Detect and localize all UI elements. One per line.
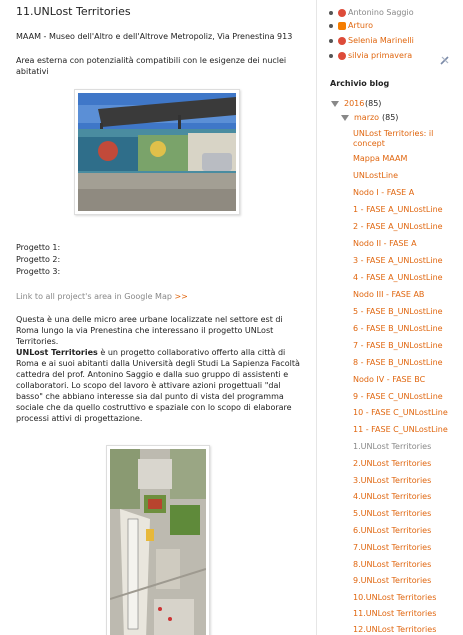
project-name-bold: UNLost Territories bbox=[16, 348, 98, 357]
archive-post-link[interactable]: 10 - FASE C_UNLostLine bbox=[353, 408, 448, 417]
desc2-line-1 bbox=[16, 347, 285, 358]
desc1-line-2: Roma lungo la via Prenestina che interessano il progetto UNLost bbox=[16, 326, 274, 335]
map-link-arrows[interactable]: >> bbox=[174, 292, 188, 301]
archive-post-link[interactable]: 3.UNLost Territories bbox=[353, 476, 432, 485]
archive-post-link[interactable]: Nodo IV - FASE BC bbox=[353, 375, 426, 384]
post-area-line-1: Area esterna con potenzialità compatibili con le esigenze dei nuclei bbox=[16, 56, 287, 65]
archive-post-link[interactable]: UNLost Territories: il bbox=[353, 129, 434, 138]
site-photo[interactable] bbox=[74, 89, 240, 215]
archive-post-link[interactable]: 4 - FASE A_UNLostLine bbox=[353, 273, 443, 282]
archive-post-link[interactable]: Nodo III - FASE AB bbox=[353, 290, 425, 299]
follower-name[interactable]: Antonino Saggio bbox=[348, 8, 414, 17]
archive-post-link[interactable]: 7 - FASE B_UNLostLine bbox=[353, 341, 443, 350]
edit-tools-icon[interactable] bbox=[440, 55, 450, 65]
gplus-icon bbox=[338, 52, 346, 60]
archive-post-link[interactable]: 5 - FASE B_UNLostLine bbox=[353, 307, 443, 316]
desc2-line-4: collaboratori. Lo scopo del lavoro è attivare azioni progettuali "dal bbox=[16, 381, 281, 390]
archive-title: Archivio blog bbox=[330, 79, 390, 88]
triangle-down-icon[interactable] bbox=[341, 115, 349, 121]
aerial-map-image[interactable] bbox=[106, 445, 210, 635]
google-map-link[interactable]: Link to all project's area in Google Map bbox=[16, 292, 172, 301]
desc1-line-1: Questa è una delle micro aree urbane localizzate nel settore est di bbox=[16, 315, 283, 324]
follower-name[interactable]: Selenia Marinelli bbox=[348, 36, 414, 45]
desc2-line-7: processi attivi di progettazione. bbox=[16, 414, 143, 423]
triangle-down-icon[interactable] bbox=[331, 101, 339, 107]
progetto-2-label: Progetto 2: bbox=[16, 255, 61, 264]
desc2-line-6: sociale che da quello costruttivo e spaziale con lo scopo di elaborare bbox=[16, 403, 292, 412]
blogger-icon bbox=[338, 22, 346, 30]
archive-post-link[interactable]: 1.UNLost Territories bbox=[353, 442, 432, 451]
bullet-icon bbox=[329, 24, 333, 28]
archive-post-link[interactable]: 6.UNLost Territories bbox=[353, 526, 432, 535]
bullet-icon bbox=[329, 11, 333, 15]
archive-post-link[interactable]: 10.UNLost Territories bbox=[353, 593, 437, 602]
archive-post-link[interactable]: 12.UNLost Territories bbox=[353, 625, 437, 634]
desc2-line-2: Roma e ai suoi abitanti dalla Università degli Studi La Sapienza Facoltà bbox=[16, 359, 300, 368]
year-label[interactable]: 2016 bbox=[344, 99, 365, 108]
archive-post-link[interactable]: UNLostLine bbox=[353, 171, 399, 180]
archive-post-link[interactable]: concept bbox=[353, 139, 385, 148]
archive-post-link[interactable]: 11.UNLost Territories bbox=[353, 609, 437, 618]
archive-post-link[interactable]: 4.UNLost Territories bbox=[353, 492, 432, 501]
month-count: (85) bbox=[382, 113, 399, 122]
post-venue: MAAM - Museo dell'Altro e dell'Altrove Metropoliz, Via Prenestina 913 bbox=[16, 32, 293, 41]
archive-post-link[interactable]: 6 - FASE B_UNLostLine bbox=[353, 324, 443, 333]
follower-name[interactable]: Arturo bbox=[348, 21, 373, 30]
archive-post-link[interactable]: 9 - FASE C_UNLostLine bbox=[353, 392, 443, 401]
archive-post-link[interactable]: Mappa MAAM bbox=[353, 154, 408, 163]
bullet-icon bbox=[329, 54, 333, 58]
desc2-line-3: cattedra del prof. Antonino Saggio e dalla suo gruppo di assistenti e bbox=[16, 370, 289, 379]
archive-post-link[interactable]: 9.UNLost Territories bbox=[353, 576, 432, 585]
sidebar bbox=[317, 0, 463, 635]
archive-post-link[interactable]: 5.UNLost Territories bbox=[353, 509, 432, 518]
desc2-line-5: basso" che abbiano interesse sia dal punto di vista del programma bbox=[16, 392, 284, 401]
desc2-line-1-rest: è un progetto collaborativo offerto alla città di bbox=[97, 348, 286, 357]
archive-post-link[interactable]: 2.UNLost Territories bbox=[353, 459, 432, 468]
progetto-1-label: Progetto 1: bbox=[16, 243, 61, 252]
archive-post-link[interactable]: 8 - FASE B_UNLostLine bbox=[353, 358, 443, 367]
desc1-line-3: Territories. bbox=[16, 337, 59, 346]
post-title: 11.UNLost Territories bbox=[16, 5, 131, 18]
bullet-icon bbox=[329, 39, 333, 43]
archive-post-link[interactable]: 11 - FASE C_UNLostLine bbox=[353, 425, 448, 434]
follower-name[interactable]: silvia primavera bbox=[348, 51, 413, 60]
archive-post-link[interactable]: Nodo II - FASE A bbox=[353, 239, 417, 248]
gplus-icon bbox=[338, 9, 346, 17]
post-area-line-2: abitativi bbox=[16, 67, 49, 76]
month-label[interactable]: marzo bbox=[354, 113, 380, 122]
gplus-icon bbox=[338, 37, 346, 45]
site-photo-image bbox=[78, 93, 236, 211]
year-count: (85) bbox=[365, 99, 382, 108]
archive-post-link[interactable]: 1 - FASE A_UNLostLine bbox=[353, 205, 443, 214]
aerial-map bbox=[110, 449, 206, 635]
progetto-3-label: Progetto 3: bbox=[16, 267, 61, 276]
map-link-line bbox=[16, 291, 188, 302]
archive-post-link[interactable]: 3 - FASE A_UNLostLine bbox=[353, 256, 443, 265]
archive-post-link[interactable]: 2 - FASE A_UNLostLine bbox=[353, 222, 443, 231]
archive-post-link[interactable]: Nodo I - FASE A bbox=[353, 188, 415, 197]
archive-post-link[interactable]: 7.UNLost Territories bbox=[353, 543, 432, 552]
archive-post-link[interactable]: 8.UNLost Territories bbox=[353, 560, 432, 569]
